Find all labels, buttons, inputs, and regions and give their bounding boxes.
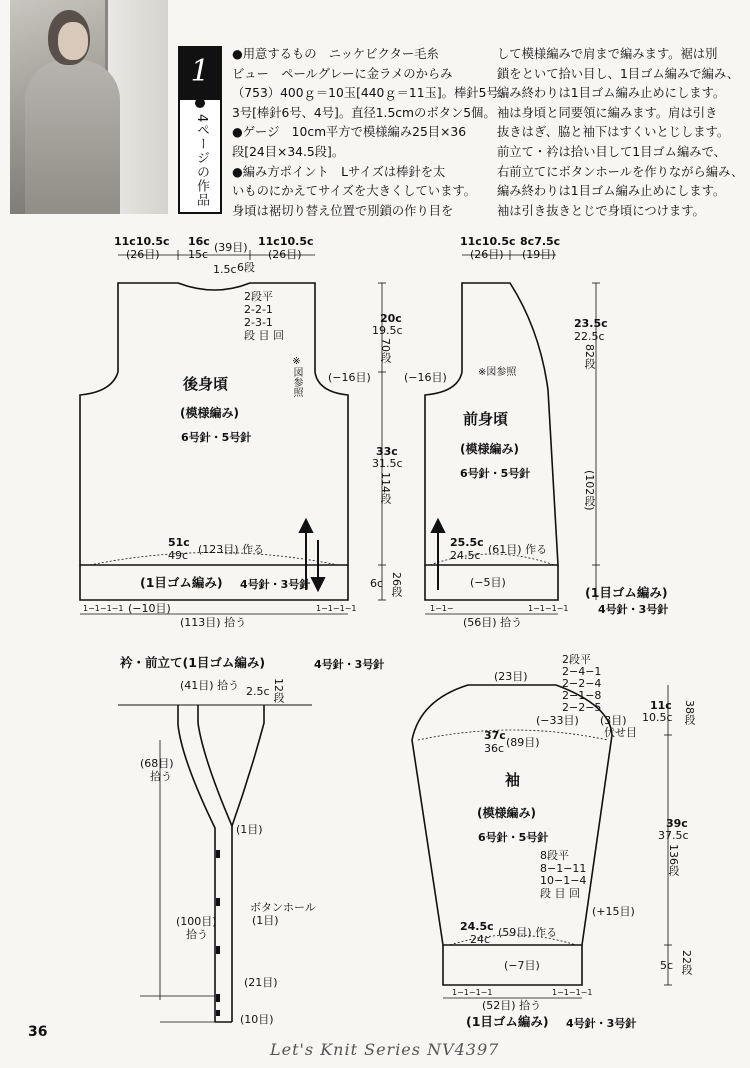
back-neck-stitches: (39目): [214, 241, 248, 254]
back-neck-decrease-line: 2-2-1: [244, 303, 273, 316]
front-neck-depth-2: 22.5c: [574, 330, 605, 343]
instructions-col1-line: （753）400ｇ＝10玉[440ｇ＝11玉]。棒針5号、: [232, 86, 511, 101]
sleeve-increase-line: 8段平: [540, 849, 569, 862]
band-rows: 12段: [272, 678, 285, 703]
back-width: 51c: [168, 536, 190, 549]
back-body-rows: 114段: [379, 472, 392, 504]
instructions-col1-line: 身頃は裾切り替え位置で別鎖の作り目を: [232, 203, 454, 218]
sleeve-cap-height: 11c: [650, 699, 672, 712]
buttonhole-label: ボタンホール: [250, 901, 316, 914]
sleeve-cap-bind: (3目): [600, 714, 627, 727]
sleeve-cast-on: (59目) 作る: [498, 926, 558, 939]
sleeve-increase-line: 段 目 回: [540, 886, 580, 900]
band-front-pick-stitches: (100目): [176, 915, 217, 928]
sleeve-increase-line: 8−1−11: [540, 861, 587, 875]
back-rib-mark-right: 1−1−1−1: [316, 604, 357, 613]
sleeve-rib-mark-left: 1−1−1−1: [452, 988, 493, 997]
sleeve-rib-needle: 4号針・3号針: [566, 1017, 637, 1030]
instructions-col2-line: 編み終わりは1目ゴム編み止めにします。: [497, 86, 726, 101]
front-armhole-dec: (−16目): [404, 371, 447, 384]
front-needle: 6号針・5号針: [460, 467, 531, 480]
back-armhole-height-2: 19.5c: [372, 324, 403, 337]
sleeve-top-stitches: (23目): [494, 670, 528, 683]
back-neck-decrease-line: 段 目 回: [244, 329, 284, 342]
band-gap-10: (10目): [240, 1013, 274, 1026]
instructions-col2-line: 編み終わりは1目ゴム編み止めにします。: [497, 184, 726, 199]
sleeve-title: 袖: [505, 771, 521, 789]
sleeve-cap-decrease-line: 2−2−4: [562, 677, 602, 690]
back-neck-decrease-line: 2段平: [244, 290, 273, 303]
back-rib-label: (1目ゴム編み): [140, 575, 223, 590]
front-body-rows: (102段): [583, 470, 596, 511]
instructions-col1-line: ●ゲージ 10cm平方で模様編み25目×36: [232, 125, 467, 140]
instructions-col2-line: して模様編みで肩まで編みます。裾は別: [497, 47, 718, 61]
sleeve-cap-rows: 38段: [683, 700, 696, 725]
sleeve-increase: [540, 850, 586, 900]
back-stitch: (模様編み): [180, 406, 239, 420]
sleeve-cuff-height: 5c: [660, 959, 674, 972]
band-outline-outer: [178, 705, 215, 1022]
front-rib-mark-right: 1−1−1−1: [528, 604, 569, 613]
back-needle: 6号針・5号針: [181, 431, 252, 444]
band-first-stitch: (1目): [236, 823, 263, 836]
front-shoulder-width: 11c10.5c: [460, 235, 516, 248]
back-rib-needle: 4号針・3号針: [240, 578, 311, 591]
sleeve-length-rows: 136段: [667, 844, 680, 876]
back-pick-up: (113目) 拾う: [180, 616, 247, 629]
back-hem-height: 6c: [370, 577, 384, 590]
back-shoulder-right-width: 11c10.5c: [258, 235, 314, 248]
sleeve-cap-decrease-line: 2−2−5: [562, 701, 602, 714]
back-cast-on: (123目) 作る: [198, 543, 265, 556]
sleeve-pick-up: (52目) 拾う: [482, 999, 542, 1012]
sleeve-length: 39c: [666, 817, 688, 830]
sleeve-rib-dec: (−7目): [504, 959, 540, 972]
back-armhole-dec: (−16目): [328, 371, 371, 384]
front-stitch: (模様編み): [460, 442, 519, 456]
back-body-height: 33c: [376, 445, 398, 458]
band-front-pick: 拾う: [186, 928, 208, 941]
sleeve-cap-bind-2: 伏せ目: [604, 726, 637, 739]
back-title: 後身頃: [183, 375, 229, 393]
sleeve-stitch: (模様編み): [477, 806, 536, 820]
sleeve-inc-total: (+15目): [592, 905, 635, 918]
back-rib-mark-left: 1−1−1−1: [83, 604, 124, 613]
sleeve-cap-height-2: 10.5c: [642, 711, 673, 724]
band-needle: 4号針・3号針: [314, 658, 385, 671]
instructions-col1-line: 段[24目×34.5段]。: [232, 144, 345, 159]
page-number: 36: [28, 1024, 48, 1040]
front-shoulder-stitches: (26目): [470, 248, 504, 261]
series-footer: Let's Knit Series NV4397: [270, 1040, 500, 1059]
band-title: 衿・前立て(1目ゴム編み): [120, 655, 266, 670]
front-neck-stitches: (19目): [522, 248, 556, 261]
back-rib-dec: (−10目): [128, 602, 171, 615]
front-armhole-ref: ※図参照: [478, 367, 517, 378]
front-rib-dec: (−5目): [470, 576, 506, 589]
front-neck-depth: 23.5c: [574, 317, 608, 330]
back-armhole-ref: ※図参照: [291, 356, 302, 397]
front-pick-up: (56目) 拾う: [463, 616, 523, 629]
front-rib-label: (1目ゴム編み): [585, 585, 668, 600]
band-gap-21: (21目): [244, 976, 278, 989]
instructions-col2-line: 鎖をといて拾い目し、1目ゴム編みで編み、: [497, 66, 740, 81]
back-neck-rows: 6段: [237, 261, 255, 274]
instructions-col1-line: ●用意するもの ニッケビクター毛糸: [232, 47, 439, 61]
front-rib-mark-left: 1−1−: [430, 604, 454, 613]
sleeve-cap-decrease: [562, 654, 601, 714]
back-neck-width: 16c: [188, 235, 210, 248]
back-width-2: 49c: [168, 549, 189, 562]
sleeve-cuff-rows: 22段: [680, 950, 693, 975]
instructions-col2-line: 袖は身頃と同要領に編みます。肩は引き: [497, 105, 718, 120]
sleeve-rib-mark-right: 1−1−1−1: [552, 988, 593, 997]
back-hem-rows: 26段: [390, 572, 403, 597]
sleeve-needle: 6号針・5号針: [478, 831, 549, 844]
sleeve-cap-total: (−33目): [536, 714, 579, 727]
instructions-col1-line: ビュー ペールグレーに金ラメのからみ: [232, 66, 453, 81]
back-body-height-2: 31.5c: [372, 457, 403, 470]
band-neck-pick: 拾う: [150, 770, 172, 783]
sleeve-width-2: 36c: [484, 742, 505, 755]
band-back-pick: (41目) 拾う: [180, 679, 240, 692]
front-title: 前身頃: [463, 410, 509, 428]
sleeve-cap-decrease-line: 2−4−1: [562, 665, 602, 678]
instructions-col1-line: 3号[棒針6号、4号]。直径1.5cmのボタン5個。: [232, 105, 496, 120]
sleeve-width: 37c: [484, 729, 506, 742]
front-neck-rows: 82段: [583, 344, 596, 369]
front-neck-width: 8c7.5c: [520, 235, 561, 248]
back-neck-width-2: 15c: [188, 248, 209, 261]
instructions-col2-line: 袖は引き抜きとじで身頃につけます。: [497, 203, 705, 218]
front-width: 25.5c: [450, 536, 484, 549]
pattern-number: 1: [190, 54, 210, 89]
buttonhole-stitches: (1目): [252, 914, 279, 927]
sleeve-cap-decrease-line: 2−1−8: [562, 689, 602, 702]
back-neck-decrease-line: 2-3-1: [244, 316, 273, 329]
back-neck-depth: 1.5c: [213, 263, 237, 276]
front-cast-on: (61目) 作る: [488, 543, 548, 556]
sleeve-rib-label: (1目ゴム編み): [466, 1014, 549, 1029]
sleeve-cast-width: 24.5c: [460, 920, 494, 933]
instructions-col2-line: 抜きはぎ、脇と袖下はすくいとじします。: [497, 125, 730, 140]
sleeve-cast-width-2: 24c: [470, 933, 491, 946]
sleeve-increase-line: 10−1−4: [540, 874, 587, 887]
back-shoulder-left-width: 11c10.5c: [114, 235, 170, 248]
sleeve-width-stitches: (89目): [506, 736, 540, 749]
sleeve-cap-decrease-line: 2段平: [562, 653, 591, 666]
page-reference: 4ページの作品: [194, 114, 209, 208]
band-width: 2.5c: [246, 685, 270, 698]
front-width-2: 24.5c: [450, 549, 481, 562]
back-shoulder-right-stitches: (26目): [268, 248, 302, 261]
back-neck-decrease: [244, 290, 284, 342]
back-shoulder-left-stitches: (26目): [126, 248, 160, 261]
back-armhole-height: 20c: [380, 312, 402, 325]
instructions-col1-line: いものにかえてサイズを大きくしています。: [232, 184, 476, 199]
front-rib-needle: 4号針・3号針: [598, 603, 669, 616]
sleeve-length-2: 37.5c: [658, 829, 689, 842]
instructions-col2-line: 右前立てにボタンホールを作りながら編み、: [497, 164, 744, 179]
instructions-col1-line: ●編み方ポイント Lサイズは棒針を太: [232, 164, 446, 179]
band-neck-pick-stitches: (68目): [140, 757, 174, 770]
instructions-col2-line: 前立て・衿は拾い目して1目ゴム編みで、: [497, 144, 726, 159]
back-armhole-rows: 70段: [379, 338, 392, 363]
